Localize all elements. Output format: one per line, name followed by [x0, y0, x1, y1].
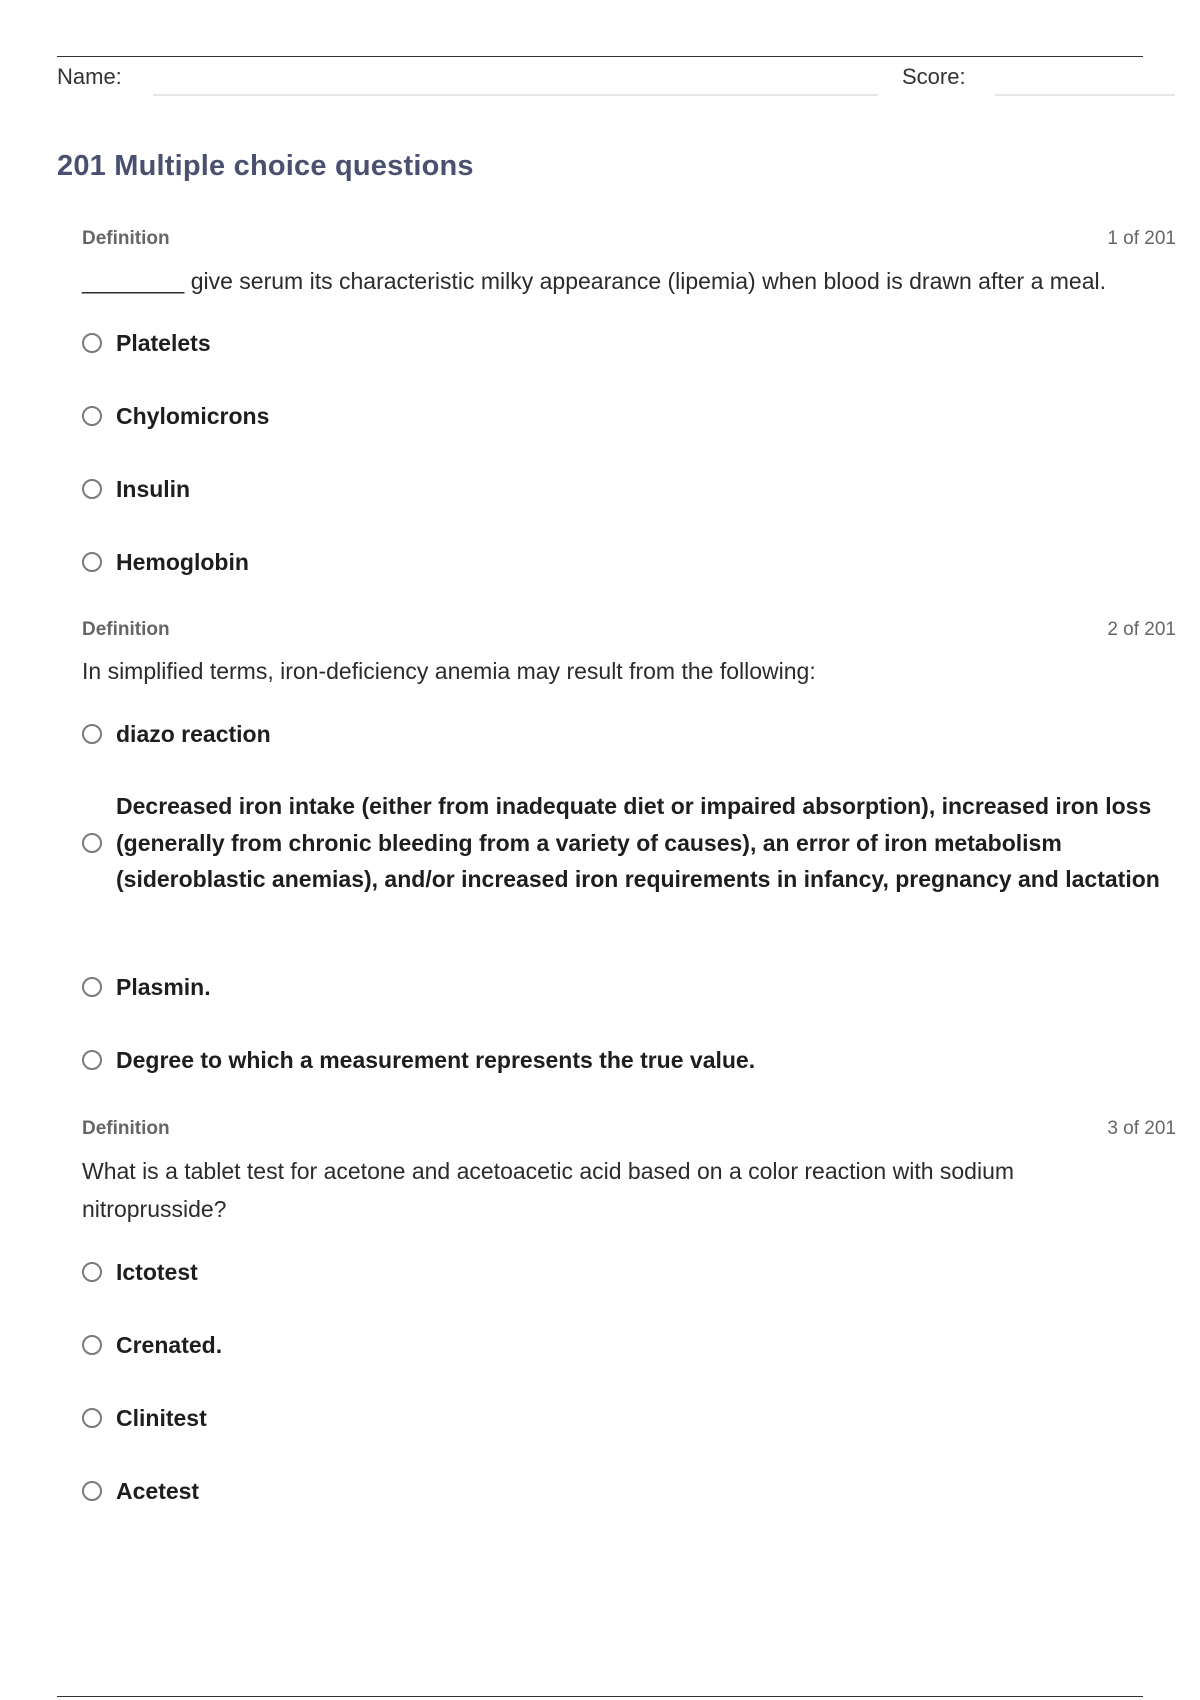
question-type-label: Definition	[82, 619, 170, 640]
question-type-label: Definition	[82, 228, 170, 249]
question-prompt: In simplified terms, iron-deficiency anemia may result from the following:	[82, 658, 816, 684]
option-label: Degree to which a measurement represents the true value.	[116, 1047, 756, 1073]
option-label: Crenated.	[116, 1332, 223, 1358]
bottom-rule	[57, 1696, 1143, 1697]
answer-option[interactable]	[82, 1473, 1172, 1510]
option-label: Platelets	[116, 330, 211, 356]
name-field[interactable]	[153, 94, 878, 96]
answer-option[interactable]	[82, 325, 1172, 362]
answer-option[interactable]	[82, 471, 1172, 508]
answer-option[interactable]	[82, 1400, 1172, 1437]
name-label: Name:	[57, 64, 122, 89]
radio-button[interactable]	[82, 1408, 102, 1428]
radio-button[interactable]	[82, 1050, 102, 1070]
answer-option[interactable]	[82, 398, 1172, 435]
score-label: Score:	[902, 64, 966, 89]
radio-button[interactable]	[82, 1481, 102, 1501]
radio-button[interactable]	[82, 1335, 102, 1355]
question-counter: 3 of 201	[1107, 1118, 1176, 1139]
page-title: 201 Multiple choice questions	[57, 150, 474, 182]
radio-button[interactable]	[82, 479, 102, 499]
answer-option[interactable]	[82, 969, 1172, 1006]
option-label: Chylomicrons	[116, 403, 270, 429]
answer-option[interactable]	[82, 544, 1172, 581]
question-counter: 1 of 201	[1107, 228, 1176, 249]
radio-button[interactable]	[82, 724, 102, 744]
answer-option[interactable]	[82, 1042, 1172, 1079]
radio-button[interactable]	[82, 552, 102, 572]
option-label: Insulin	[116, 476, 191, 502]
answer-option[interactable]	[82, 788, 1172, 898]
radio-button[interactable]	[82, 1262, 102, 1282]
score-field[interactable]	[995, 94, 1175, 96]
radio-button[interactable]	[82, 406, 102, 426]
question-prompt: What is a tablet test for acetone and acetoacetic acid based on a color reaction with sodium nitroprusside?	[82, 1158, 1015, 1222]
answer-option[interactable]	[82, 1327, 1172, 1364]
top-rule	[57, 56, 1143, 57]
radio-button[interactable]	[82, 833, 102, 853]
radio-button[interactable]	[82, 333, 102, 353]
option-label: diazo reaction	[116, 721, 271, 747]
option-label: Decreased iron intake (either from inadequate diet or impaired absorption), increased iron loss (generally from chronic bleeding from a variety of causes), an error of iron metabolism (sideroblastic anemias), and/or increased iron requirements in infancy, pregnancy and lactation	[116, 793, 1160, 892]
radio-button[interactable]	[82, 977, 102, 997]
question-type-label: Definition	[82, 1118, 170, 1139]
option-label: Hemoglobin	[116, 549, 249, 575]
option-label: Plasmin.	[116, 974, 211, 1000]
option-label: Ictotest	[116, 1259, 198, 1285]
answer-option[interactable]	[82, 716, 1172, 753]
option-label: Acetest	[116, 1478, 200, 1504]
answer-option[interactable]	[82, 1254, 1172, 1291]
question-prompt: ________ give serum its characteristic milky appearance (lipemia) when blood is drawn after a meal.	[82, 268, 1106, 294]
question-counter: 2 of 201	[1107, 619, 1176, 640]
option-label: Clinitest	[116, 1405, 207, 1431]
